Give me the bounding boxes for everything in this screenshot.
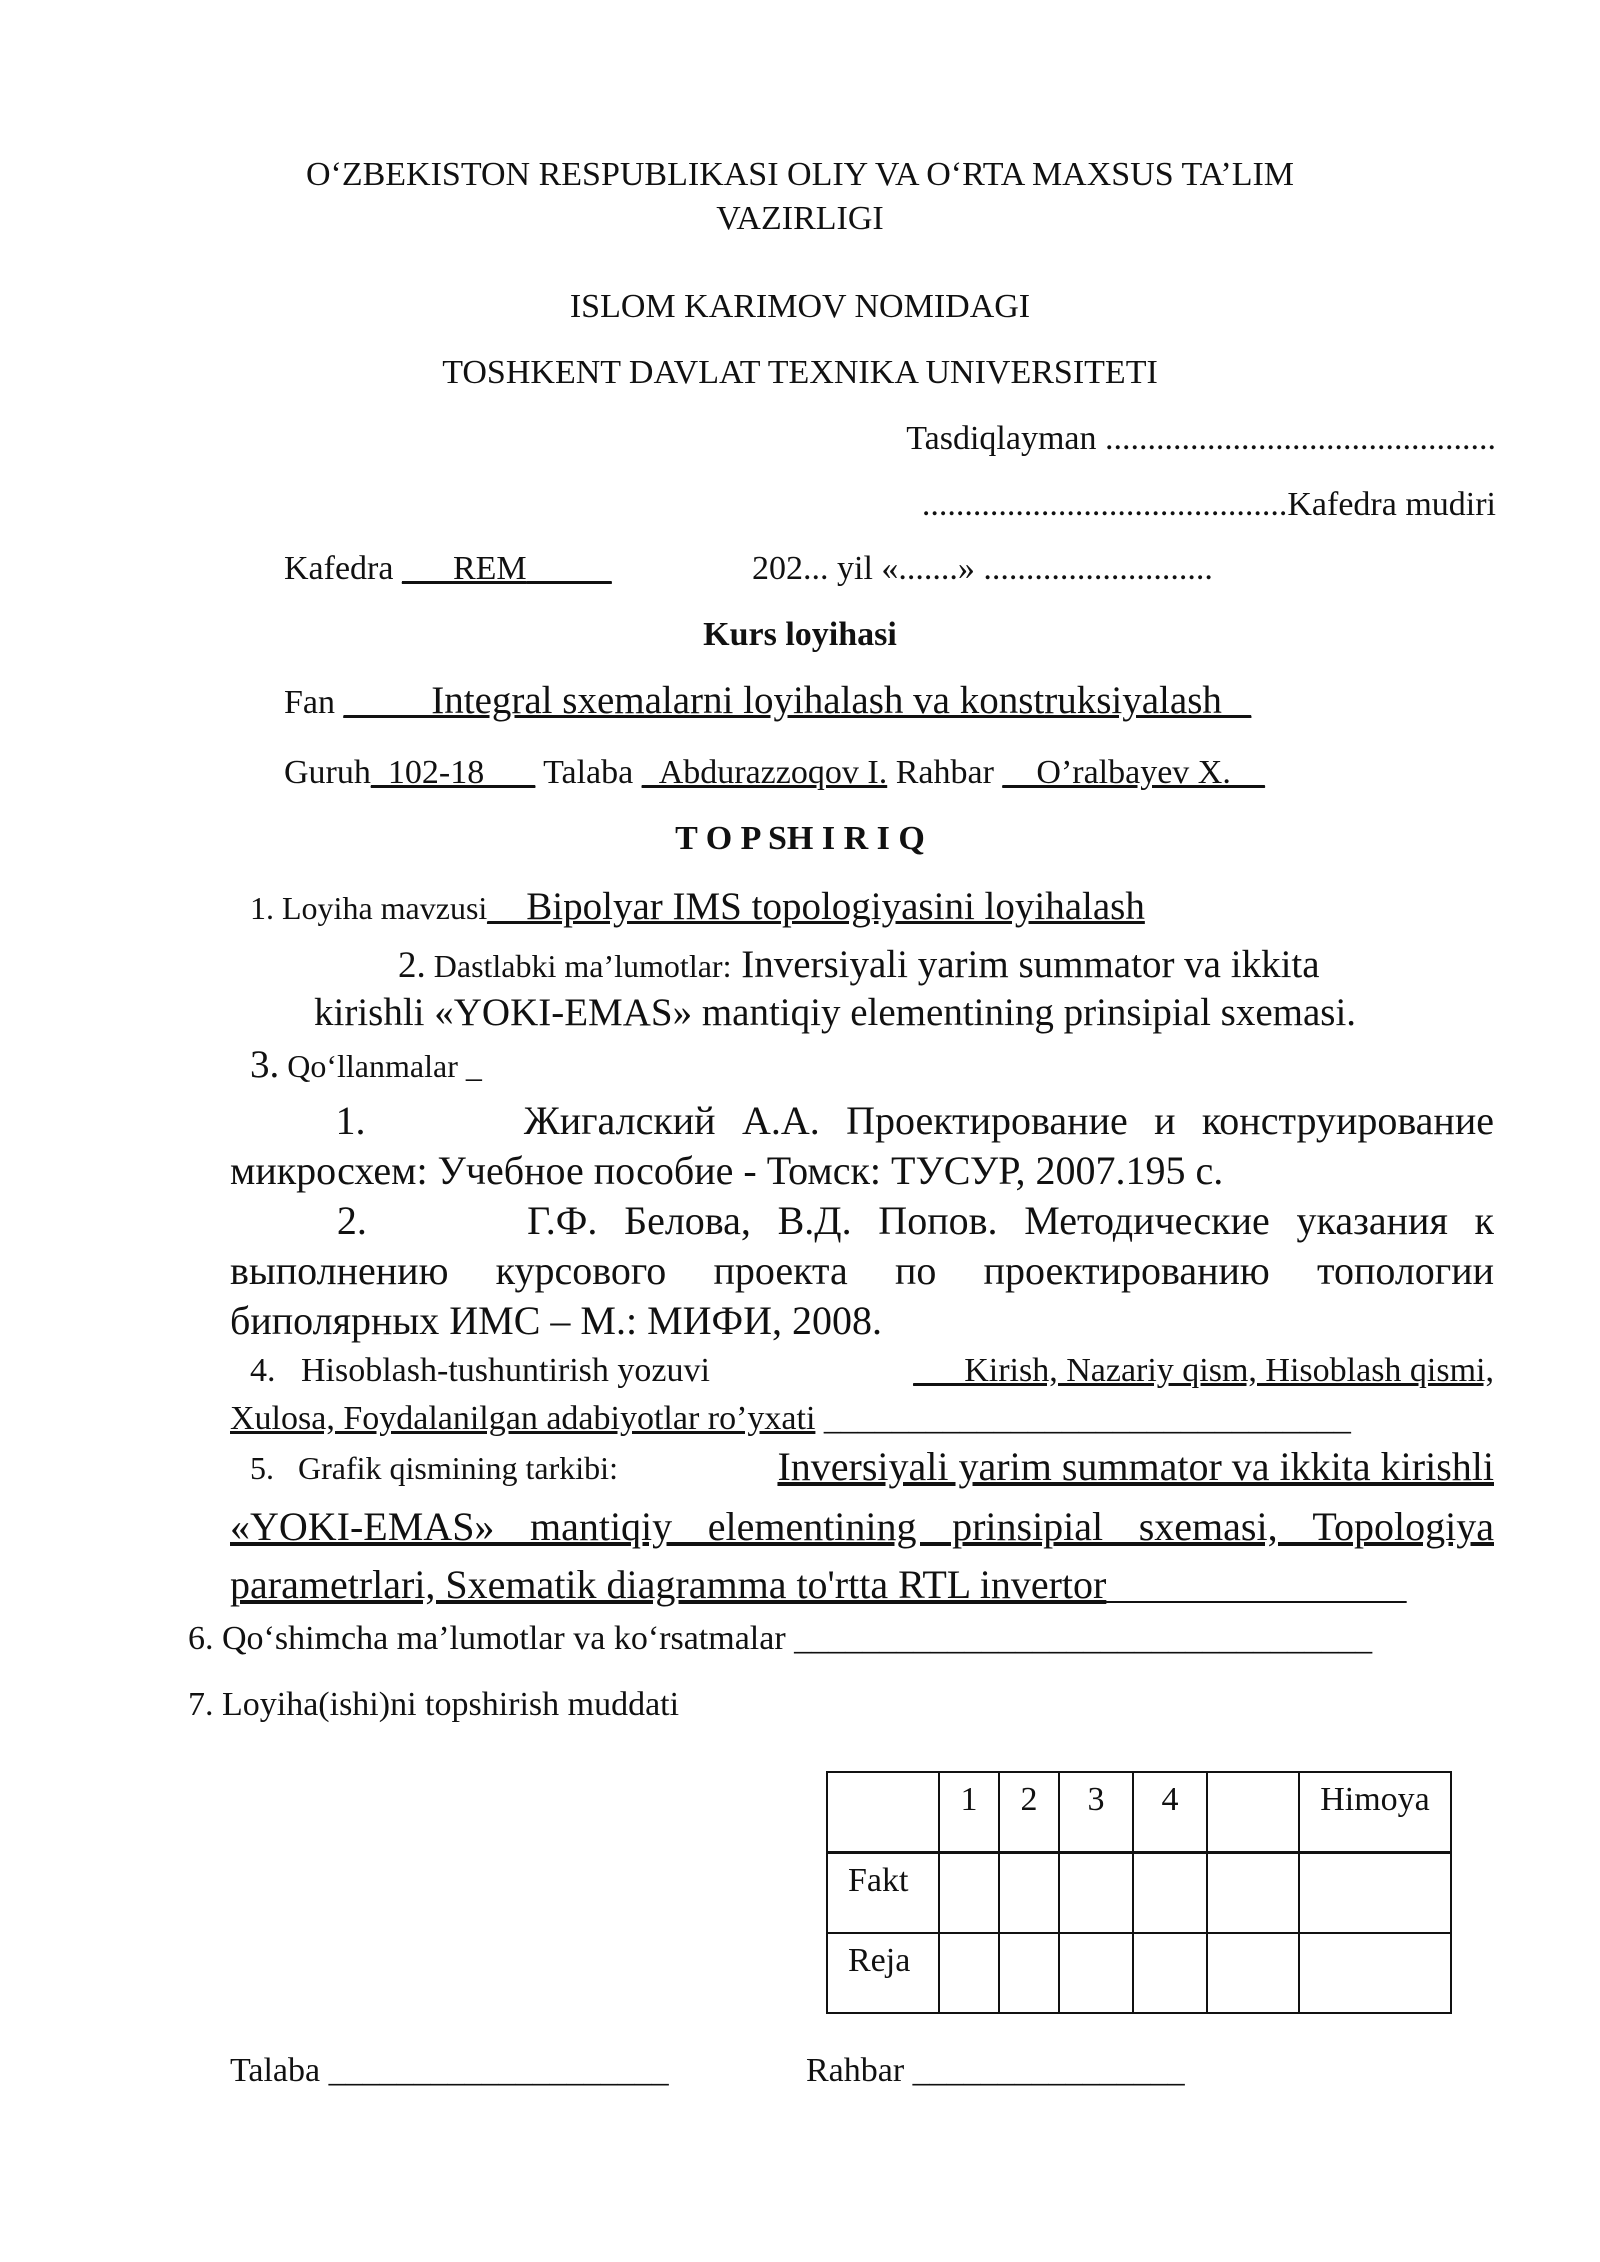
- schedule-header-cell: 3: [1059, 1772, 1133, 1853]
- schedule-table: [826, 1771, 1452, 2014]
- item-1-label: 1. Loyiha mavzusi: [250, 890, 488, 926]
- fan-pre: ____: [343, 679, 422, 722]
- approval-kafedra-mudiri: ...........................................Kafedra mudiri: [921, 486, 1496, 523]
- item-6-label: Qo‘shimcha ma’lumotlar va ko‘rsatmalar: [222, 1620, 786, 1657]
- item-5-value-3: parametrlari, Sxematik diagramma to'rtta RTL invertor: [230, 1562, 1107, 1607]
- schedule-cell: [1299, 1933, 1451, 2013]
- kafedra-pre: ___: [401, 550, 453, 587]
- guruh-value: _102-18___: [370, 754, 536, 791]
- item-3-number: 3.: [250, 1043, 280, 1086]
- item-7-label: Loyiha(ishi)ni topshirish muddati: [222, 1686, 680, 1723]
- reference-1-line-1: [230, 1096, 1494, 1146]
- item-2-label: Dastlabki ma’lumotlar:: [433, 948, 732, 984]
- item-2-line-1: [398, 940, 1320, 990]
- kafedra-value: REM: [452, 550, 527, 587]
- task-title: T O P SH I R I Q: [675, 820, 925, 857]
- item-5-label: 5. Grafik qismining tarkibi:: [250, 1450, 618, 1486]
- ref-1-text-1: 1. Жигалский А.А. Проектирование и конструирование: [335, 1098, 1494, 1143]
- university-line-1: ISLOM KARIMOV NOMIDAGI: [569, 288, 1031, 325]
- rahbar-value: __O’ralbayev X.__: [1002, 754, 1265, 791]
- item-6-tail: __________________________________: [785, 1620, 1373, 1657]
- schedule-row-label: Fakt: [827, 1853, 939, 1934]
- schedule-cell: [1207, 1933, 1299, 2013]
- item-5-line-2: «YOKI-EMAS» mantiqiy elementining prinsipial sxemasi, Topologiya: [230, 1504, 1494, 1549]
- talaba-value: _Abdurazzoqov I.: [641, 754, 888, 791]
- item-4-tail: _______________________________: [815, 1400, 1351, 1437]
- item-5-line-3: [230, 1560, 1406, 1610]
- university-line-2: TOSHKENT DAVLAT TEXNIKA UNIVERSITETI: [442, 354, 1158, 391]
- item-3: [250, 1040, 482, 1090]
- item-3-label: Qo‘llanmalar _: [279, 1048, 482, 1084]
- signature-talaba: Talaba ____________________: [230, 2052, 669, 2089]
- signature-rahbar: Rahbar ________________: [806, 2052, 1185, 2089]
- schedule-cell: [1133, 1933, 1207, 2013]
- schedule-row-reja: [827, 1933, 1451, 2013]
- item-7-number: 7.: [188, 1686, 214, 1723]
- item-4-line-1: [250, 1348, 1494, 1394]
- schedule-cell: [939, 1853, 999, 1934]
- schedule-header-cell: 2: [999, 1772, 1059, 1853]
- schedule-cell: [939, 1933, 999, 2013]
- ref-2-text-1: 2. Г.Ф. Белова, В.Д. Попов. Методические указания к: [336, 1198, 1494, 1243]
- fan-line: [284, 676, 1251, 726]
- ministry-line-2: VAZIRLIGI: [716, 200, 884, 237]
- talaba-label: Talaba: [535, 754, 642, 791]
- fan-label: Fan: [284, 684, 344, 721]
- item-2-line-2: kirishli «YOKI-EMAS» mantiqiy elementining prinsipial sxemasi.: [314, 991, 1357, 1034]
- item-2-number: 2.: [398, 945, 426, 986]
- schedule-cell: [1133, 1853, 1207, 1934]
- kafedra-line: [284, 546, 612, 592]
- kafedra-post: _____: [526, 550, 612, 587]
- item-5-line-1: [250, 1446, 1494, 1490]
- item-6-number: 6.: [188, 1620, 214, 1657]
- schedule-cell: [1207, 1853, 1299, 1934]
- group-line: [284, 750, 1265, 796]
- reference-2-line-3: биполярных ИМС – М.: МИФИ, 2008.: [230, 1298, 883, 1343]
- item-4-value-2: Xulosa, Foydalanilgan adabiyotlar ro’yxati: [230, 1400, 816, 1437]
- item-6: [188, 1616, 1372, 1662]
- guruh-label: Guruh: [284, 754, 371, 791]
- reference-1-line-2: микросхем: Учебное пособие - Томск: ТУСУР, 2007.195 с.: [230, 1148, 1224, 1193]
- schedule-cell: [1059, 1933, 1133, 2013]
- schedule-header-row: [827, 1772, 1451, 1853]
- item-2-value-1: Inversiyali yarim summator va ikkita: [731, 943, 1320, 986]
- schedule-header-cell: 4: [1133, 1772, 1207, 1853]
- schedule-header-cell: Himoya: [1299, 1772, 1451, 1853]
- schedule-cell: [1299, 1853, 1451, 1934]
- schedule-header-cell: 1: [939, 1772, 999, 1853]
- item-4-value-1: ___Kirish, Nazariy qism, Hisoblash qismi,: [913, 1352, 1494, 1389]
- reference-2-line-2: выполнению курсового проекта по проектированию топологии: [230, 1248, 1494, 1293]
- reference-2-line-1: [230, 1196, 1494, 1246]
- schedule-cell: [999, 1933, 1059, 2013]
- item-7: [188, 1682, 679, 1728]
- item-1-value: __Bipolyar IMS topologiyasini loyihalash: [487, 885, 1145, 928]
- schedule-header-cell: [1207, 1772, 1299, 1853]
- approval-tasdiq: Tasdiqlayman ..............................................: [906, 420, 1496, 457]
- ref-1-num-gap: [230, 1098, 336, 1143]
- rahbar-label: Rahbar: [887, 754, 1003, 791]
- item-4-label: 4. Hisoblash-tushuntirish yozuvi: [250, 1352, 710, 1389]
- fan-value: Integral sxemalarni loyihalash va konstruksiyalash _: [421, 679, 1252, 722]
- doc-type: Kurs loyihasi: [703, 616, 897, 653]
- item-5-tail: _______________: [1106, 1562, 1407, 1607]
- schedule-cell: [1059, 1853, 1133, 1934]
- schedule-header-cell: [827, 1772, 939, 1853]
- date-line: 202... yil «.......» ...........................: [752, 550, 1213, 587]
- schedule-cell: [999, 1853, 1059, 1934]
- ministry-line-1: O‘ZBEKISTON RESPUBLIKASI OLIY VA O‘RTA MAXSUS TA’LIM: [305, 156, 1295, 193]
- kafedra-label: Kafedra: [284, 550, 402, 587]
- schedule-row-fakt: [827, 1853, 1451, 1934]
- item-4-line-2: [230, 1396, 1351, 1442]
- item-5-value-1: Inversiyali yarim summator va ikkita kirishli: [777, 1444, 1494, 1489]
- item-1: [250, 882, 1145, 932]
- ref-2-num-gap: [230, 1198, 337, 1243]
- schedule-row-label: Reja: [827, 1933, 939, 2013]
